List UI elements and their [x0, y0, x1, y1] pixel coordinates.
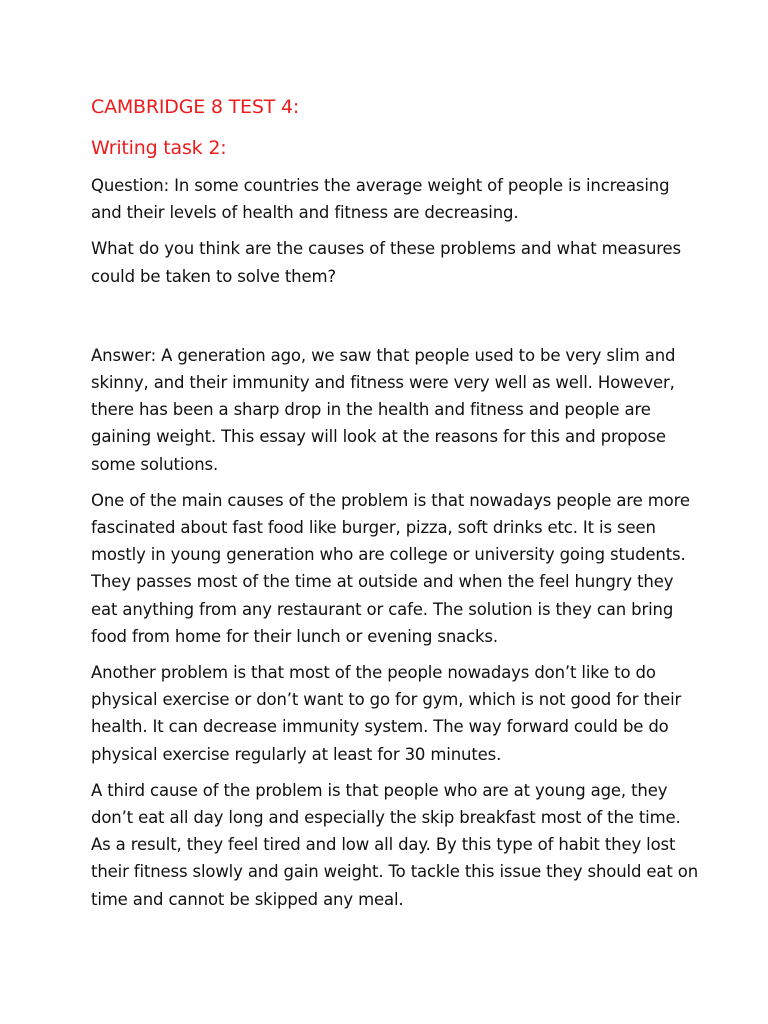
answer-paragraph-cause-2: Another problem is that most of the people nowadays don’t like to do physical exercise or don’t want to go for gym, which is not good for their health. It can decrease immunity system. The way forward could be do physical exercise regularly at least for 30 minutes. [91, 663, 682, 764]
answer-paragraph-intro: Answer: A generation ago, we saw that people used to be very slim and skinny, and their immunity and fitness were very well as well. However, there has been a sharp drop in the health and fitness and people are gaining weight. This essay will look at the reasons for this and propose some solutions. [91, 345, 676, 474]
document-title: CAMBRIDGE 8 TEST 4: [91, 96, 300, 118]
document-content [91, 93, 701, 922]
answer-paragraph-cause-1: One of the main causes of the problem is that nowadays people are more fascinated about fast food like burger, pizza, soft drinks etc. It is seen mostly in young generation who are college or university going students. They passes most of the time at outside and when the feel hungry they eat anything from any restaurant or cafe. The solution is they can bring food from home for their lunch or evening snacks. [91, 490, 690, 646]
question-followup: What do you think are the causes of these problems and what measures could be taken to solve them? [91, 239, 681, 286]
document-subtitle: Writing task 2: [91, 137, 227, 159]
question-intro: Question: In some countries the average weight of people is increasing and their levels of health and fitness are decreasing. [91, 176, 670, 223]
answer-paragraph-cause-3: A third cause of the problem is that people who are at young age, they don’t eat all day long and especially the skip breakfast most of the time. As a result, they feel tired and low all day. By this type of habit they lost their fitness slowly and gain weight. To tackle this issue they should eat on time and cannot be skipped any meal. [91, 780, 699, 909]
